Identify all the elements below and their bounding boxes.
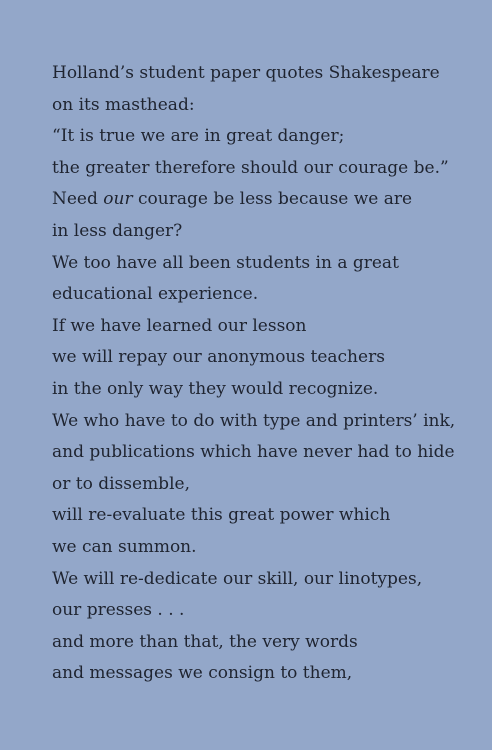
text-line-5-after: courage be less because we are — [132, 189, 413, 210]
text-line-5-emphasis: our — [103, 189, 133, 210]
text-line-3: “It is true we are in great danger; — [52, 126, 345, 147]
body-text — [52, 58, 472, 690]
text-line-14: or to dissemble, — [52, 473, 190, 494]
text-line-6: in less danger? — [52, 220, 183, 241]
text-line-18: our presses . . . — [52, 600, 185, 621]
text-line-19: and more than that, the very words — [52, 631, 358, 652]
text-line-13: and publications which have never had to hide — [52, 442, 455, 463]
text-line-10: we will repay our anonymous teachers — [52, 347, 385, 368]
text-line-4: the greater therefore should our courage be.” — [52, 157, 449, 178]
text-line-1: Holland’s student paper quotes Shakespeare — [52, 63, 440, 83]
text-line-9: If we have learned our lesson — [52, 315, 307, 336]
text-line-8: educational experience. — [52, 284, 259, 305]
text-line-20: and messages we consign to them, — [52, 663, 353, 684]
text-line-5-before: Need — [52, 189, 104, 210]
text-line-7: We too have all been students in a great — [52, 252, 399, 273]
text-line-16: we can summon. — [52, 536, 197, 557]
text-line-11: in the only way they would recognize. — [52, 378, 379, 399]
text-line-2: on its masthead: — [52, 94, 195, 115]
text-line-17: We will re-dedicate our skill, our linotypes, — [52, 568, 423, 589]
text-line-12: We who have to do with type and printers’ ink, — [52, 410, 456, 431]
text-line-5 — [52, 184, 472, 216]
text-line-15: will re-evaluate this great power which — [52, 505, 391, 526]
